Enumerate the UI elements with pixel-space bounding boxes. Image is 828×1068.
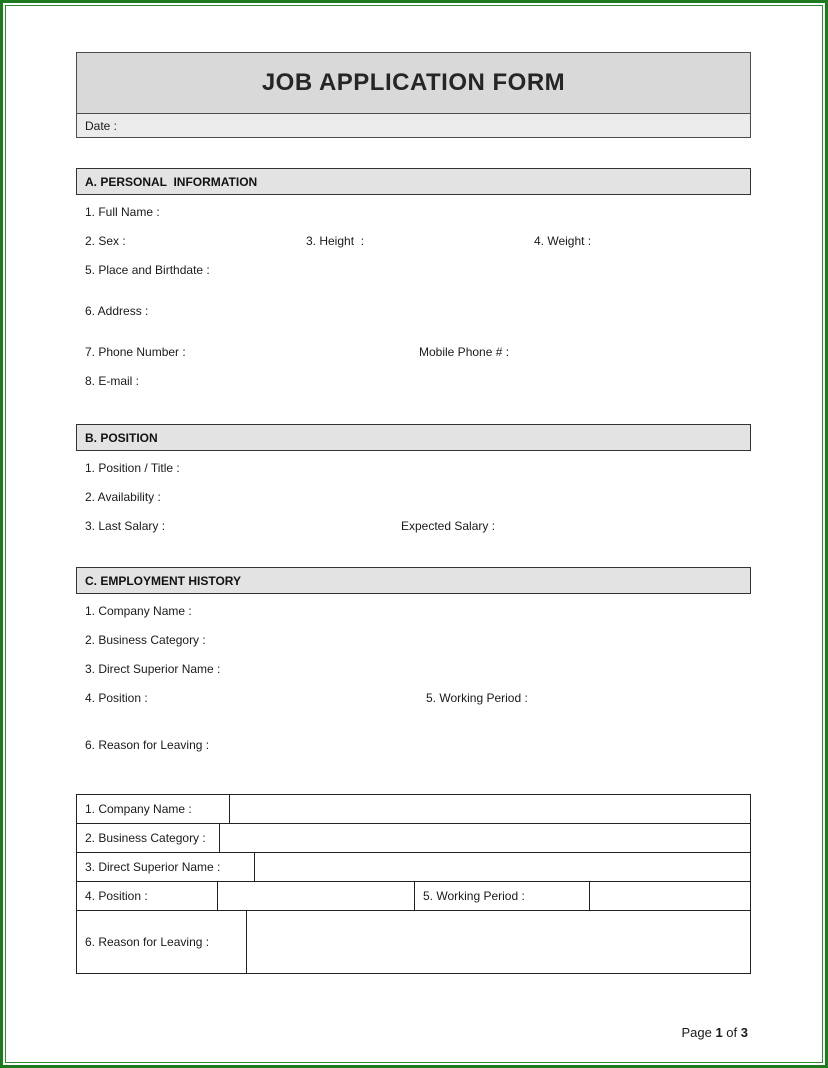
- footer-page-number: 1: [715, 1025, 723, 1040]
- full-name-field[interactable]: [76, 198, 751, 227]
- footer-of-label: of: [726, 1025, 738, 1040]
- table-row: [76, 795, 751, 824]
- table-row: [76, 882, 751, 911]
- section-c-title: C. EMPLOYMENT HISTORY: [85, 573, 242, 588]
- table-working-period-label-cell: [415, 882, 590, 910]
- sex-label: 2. Sex :: [85, 234, 126, 248]
- full-name-label: 1. Full Name :: [85, 205, 160, 219]
- place-birthdate-label: 5. Place and Birthdate :: [85, 263, 210, 277]
- table-position-input-cell[interactable]: [218, 882, 415, 910]
- availability-field[interactable]: [76, 483, 751, 512]
- table-reason-leaving-label-cell: [77, 911, 247, 973]
- address-label: 6. Address :: [85, 304, 149, 318]
- form-title-box: [76, 52, 751, 114]
- salary-row: [76, 512, 751, 541]
- weight-label: 4. Weight :: [534, 234, 592, 248]
- company-name-label: 1. Company Name :: [85, 604, 192, 618]
- table-business-category-label: 2. Business Category :: [85, 831, 206, 845]
- section-c-header: [76, 567, 751, 594]
- table-business-category-label-cell: [77, 824, 220, 852]
- form-title: JOB APPLICATION FORM: [261, 69, 566, 96]
- employment-history-table: [76, 794, 751, 974]
- address-field[interactable]: [76, 297, 751, 326]
- page-inner-border: [5, 5, 823, 1063]
- table-direct-superior-label-cell: [77, 853, 255, 881]
- table-position-label-cell: [77, 882, 218, 910]
- email-label: 8. E-mail :: [85, 374, 140, 388]
- expected-salary-label: Expected Salary :: [401, 519, 496, 533]
- last-salary-label: 3. Last Salary :: [85, 519, 166, 533]
- business-category-label: 2. Business Category :: [85, 633, 206, 647]
- table-row: [76, 853, 751, 882]
- place-birthdate-field[interactable]: [76, 256, 751, 285]
- direct-superior-label: 3. Direct Superior Name :: [85, 662, 221, 676]
- table-company-name-input-cell[interactable]: [230, 795, 750, 823]
- date-field-row[interactable]: [76, 114, 751, 138]
- table-working-period-label: 5. Working Period :: [423, 889, 525, 903]
- email-field[interactable]: [76, 367, 751, 396]
- sex-height-weight-row: [76, 227, 751, 256]
- direct-superior-field[interactable]: [76, 655, 751, 684]
- section-a-header: [76, 168, 751, 195]
- working-period-label: 5. Working Period :: [426, 691, 528, 705]
- table-reason-leaving-input-cell[interactable]: [247, 911, 750, 973]
- table-row: [76, 824, 751, 853]
- position-working-period-row: [76, 684, 751, 713]
- table-direct-superior-input-cell[interactable]: [255, 853, 750, 881]
- table-company-name-label: 1. Company Name :: [85, 802, 192, 816]
- phone-label: 7. Phone Number :: [85, 345, 186, 359]
- mobile-label: Mobile Phone # :: [419, 345, 510, 359]
- table-company-name-label-cell: [77, 795, 230, 823]
- phone-mobile-row: [76, 338, 751, 367]
- table-row: [76, 911, 751, 974]
- date-label: Date :: [85, 118, 118, 133]
- business-category-field[interactable]: [76, 626, 751, 655]
- position-title-field[interactable]: [76, 454, 751, 483]
- table-business-category-input-cell[interactable]: [220, 824, 750, 852]
- table-reason-leaving-label: 6. Reason for Leaving :: [85, 935, 210, 949]
- company-name-field[interactable]: [76, 597, 751, 626]
- page-footer: [681, 1025, 748, 1040]
- section-a-title: A. PERSONAL INFORMATION: [85, 174, 258, 189]
- table-direct-superior-label: 3. Direct Superior Name :: [85, 860, 221, 874]
- reason-leaving-label: 6. Reason for Leaving :: [85, 738, 210, 752]
- position-title-label: 1. Position / Title :: [85, 461, 180, 475]
- height-label: 3. Height :: [306, 234, 365, 248]
- footer-page-label: Page: [681, 1025, 712, 1040]
- form-content: [76, 6, 751, 974]
- section-b-title: B. POSITION: [85, 430, 158, 445]
- section-b-header: [76, 424, 751, 451]
- table-working-period-input-cell[interactable]: [590, 882, 750, 910]
- footer-total-pages: 3: [740, 1025, 748, 1040]
- reason-leaving-field[interactable]: [76, 731, 751, 760]
- table-position-label: 4. Position :: [85, 889, 148, 903]
- availability-label: 2. Availability :: [85, 490, 161, 504]
- position-label: 4. Position :: [85, 691, 148, 705]
